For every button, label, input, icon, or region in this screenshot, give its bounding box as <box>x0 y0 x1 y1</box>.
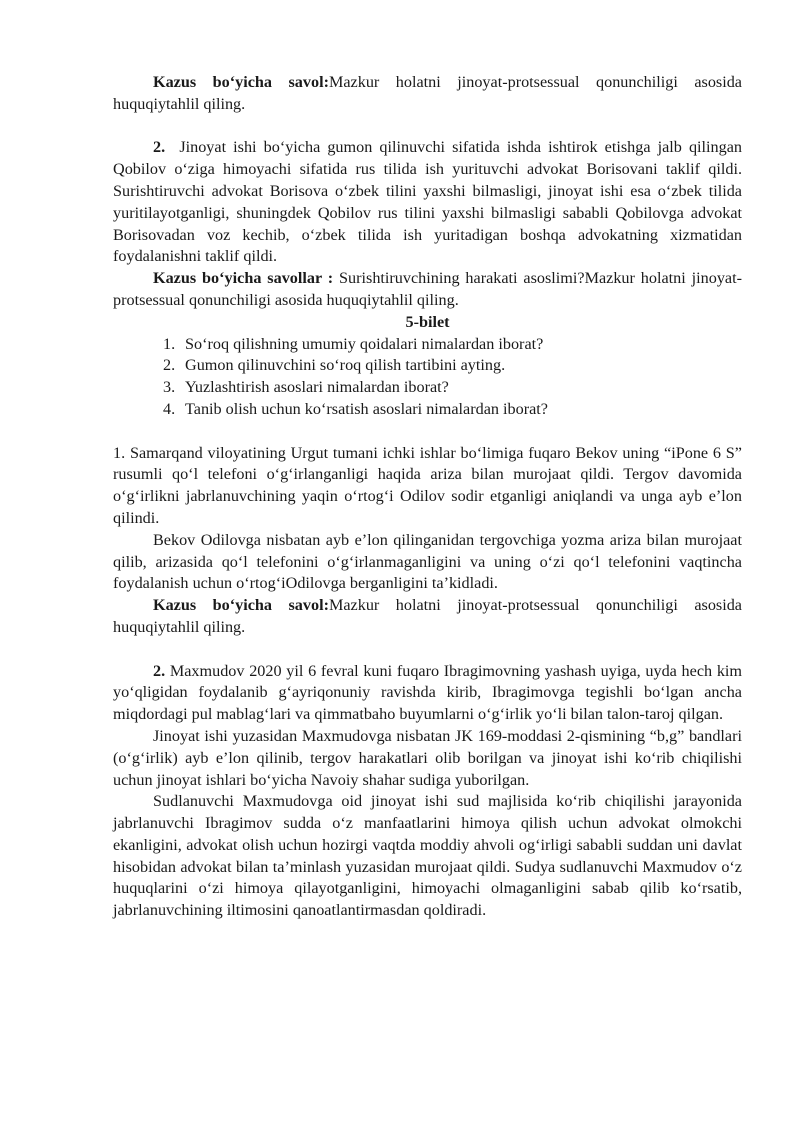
list-item <box>163 377 742 399</box>
list-item-number: 1. <box>163 334 176 353</box>
case-number: 2. <box>153 138 166 157</box>
spacer <box>113 116 742 138</box>
case-question-1 <box>113 72 742 116</box>
question-text: Mazkur holatni jinoyat-protsessual qonunchiligi asosida huquqiytahlil qiling. <box>113 596 742 636</box>
case-text: Jinoyat ishi bo‘yicha gumon qilinuvchi sifatida ishda ishtirok etishga jalb qilingan Qobilov o‘ziga himoyachi sifatida rus tilida ish yurituvchi advokat Borisovani taklif qildi. Surishtiruvchi advokat Borisova o‘zbek tilini yaxshi bilmasligi, jinoyat ishi esa o‘zbek tilida yuritilayotganligi, shuningdek Qobilov rus tilini yaxshi bilmasligi sababli Qobilovga advokat Borisovadan voz kechib, o‘zbek tilida ish yuritadigan boshqa advokatning xizmatidan foydalanishni taklif qildi. <box>113 138 742 266</box>
case-paragraph: Bekov Odilovga nisbatan ayb e’lon qilinganidan tergovchiga yozma ariza bilan murojaat qilib, arizasida qo‘l telefonini o‘g‘irlanmaganligini va uning o‘zi qo‘l telefonini vaqtincha foydalanish uchun o‘rtog‘iOdilovga berganligini ta’kidladi. <box>113 530 742 593</box>
case-question-2 <box>113 268 742 312</box>
question-label: Kazus bo‘yicha savol: <box>153 73 329 91</box>
spacer <box>113 421 742 443</box>
case-paragraph <box>113 661 742 726</box>
list-item-text: Tanib olish uchun ko‘rsatish asoslari nimalardan iborat? <box>185 399 548 418</box>
case-paragraph: Jinoyat ishi yuzasidan Maxmudovga nisbatan JK 169-moddasi 2-qismining “b,g” bandlari (o‘g‘irlik) ayb e’lon qilinib, tergov harakatlari olib borilgan va jinoyat ishi ko‘rib chiqilishi uchun jinoyat ishlari bo‘yicha Navoiy shahar sudiga yuborilgan. <box>113 726 742 789</box>
case-number: 2. <box>153 661 166 680</box>
ticket-title: 5-bilet <box>405 312 450 331</box>
question-label: Kazus bo‘yicha savollar : <box>153 269 334 288</box>
list-item-number: 3. <box>163 378 176 397</box>
ticket-questions-list <box>113 334 742 421</box>
question-text: Surishtiruvchining harakati asoslimi?Mazkur holatni jinoyat-protsessual qonunchiligi asosida huquqiytahlil qiling. <box>113 269 742 309</box>
list-item-text: Yuzlashtirish asoslari nimalardan iborat? <box>185 378 449 397</box>
list-item <box>163 399 742 421</box>
case-text: Maxmudov 2020 yil 6 fevral kuni fuqaro Ibragimovning yashash uyiga, uyda hech kim yo‘qligidan foydalanib g‘ayriqonuniy ravishda kirib, Ibragimovga tegishli bo‘lgan ancha miqdordagi pul mablag‘lari va qimmatbaho buyumlarni o‘g‘irlik yo‘li bilan talon-taroj qilgan. <box>113 661 743 724</box>
list-item <box>163 334 742 356</box>
question-label: Kazus bo‘yicha savol: <box>153 596 329 615</box>
case-question-3 <box>113 595 742 639</box>
spacer <box>113 639 742 661</box>
case-paragraph <box>113 137 742 268</box>
list-item-number: 2. <box>163 356 176 375</box>
case-paragraph: Sudlanuvchi Maxmudovga oid jinoyat ishi sud majlisida ko‘rib chiqilishi jarayonida jabrlanuvchi Ibragimov sudda o‘z manfaatlarini himoya qilish uchun advokat olmokchi ekanligini, advokat olish uchun hozirgi vaqtda moddiy ahvoli og‘irligi sababli suddan uni davlat hisobidan advokat bilan ta’minlash yuzasidan murojaat qildi. Sudya sudlanuvchi Maxmudov o‘z huquqlarini o‘zi himoya qilayotganligini, himoyachi olmaganligini sabab qilib ko‘rsatib, jabrlanuvchining iltimosini qanoatlantirmasdan qoldiradi. <box>113 792 742 920</box>
question-text: Mazkur holatni jinoyat-protsessual qonunchiligi asosida huquqiytahlil qiling. <box>113 73 742 113</box>
list-item-number: 4. <box>163 399 176 418</box>
list-item <box>163 355 742 377</box>
list-item-text: Gumon qilinuvchini so‘roq qilish tartibini ayting. <box>185 356 506 375</box>
case-paragraph: 1. Samarqand viloyatining Urgut tumani ichki ishlar bo‘limiga fuqaro Bekov uning “iPone 6 S” rusumli qo‘l telefoni o‘g‘irlanganligi haqida ariza bilan murojaat qildi. Tergov davomida o‘g‘irlikni jabrlanuvchining yaqin o‘rtog‘i Odilov sodir etganligi aniqlandi va unga ayb e’lon qilindi. <box>113 443 742 527</box>
list-item-text: So‘roq qilishning umumiy qoidalari nimalardan iborat? <box>185 334 544 353</box>
